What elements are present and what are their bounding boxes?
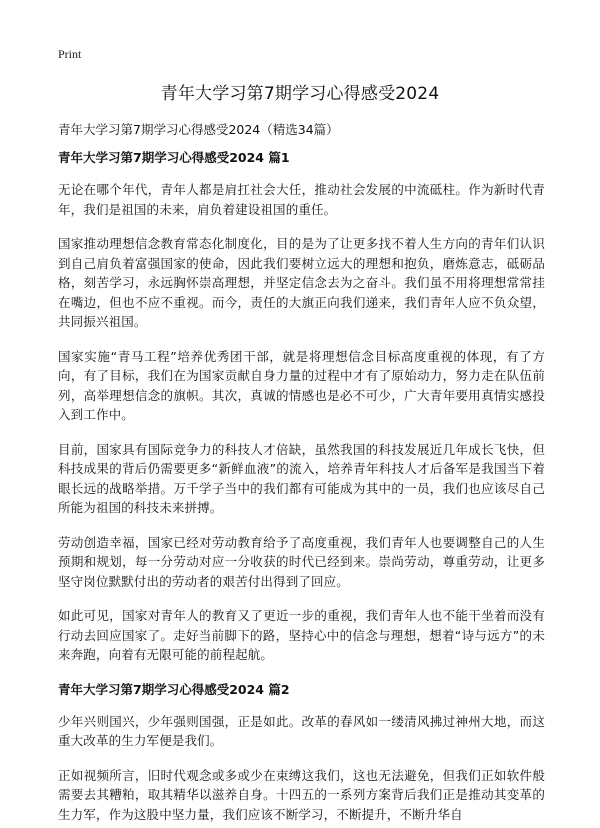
document-subtitle: 青年大学习第7期学习心得感受2024（精选34篇） xyxy=(58,122,339,137)
paragraph: 国家实施“青马工程”培养优秀团干部，就是将理想信念目标高度重视的体现，有了方向，有了目标，我们在为国家贡献自身力量的过程中才有了原始动力，努力走在队伍前列，高举理想信念的旗帜。其次，真诚的情感也是必不可少，广大青年要用真情实感投入到工作中。 xyxy=(58,348,545,422)
article-section xyxy=(58,680,545,825)
paragraph: 如此可见，国家对青年人的教育又了更近一步的重视，我们青年人也不能干坐着而没有行动去回应国家了。走好当前脚下的路，坚持心中的信念与理想，想着“诗与远方”的未来奔跑，向着有无限可能的前程起航。 xyxy=(58,608,545,662)
paragraph: 目前，国家具有国际竞争力的科技人才倍缺，虽然我国的科技发展近几年成长飞快，但科技成果的背后仍需要更多“新鲜血液”的流入，培养青年科技人才后备军是我国当下着眼长远的战略举措。万千学子当中的我们都有可能成为其中的一员，我们也应该尽自己所能为祖国的科技未来拼搏。 xyxy=(58,441,545,515)
paragraph: 少年兴则国兴，少年强则国强，正是如此。改革的春风如一缕清风拂过神州大地，而这重大改革的生力军便是我们。 xyxy=(58,713,545,748)
paragraph: 国家推动理想信念教育常态化制度化，目的是为了让更多找不着人生方向的青年们认识到自己肩负着富强国家的使命，因此我们要树立远大的理想和抱负，磨炼意志，砥砺品格，刻苦学习，永远胸怀崇高理想，并坚定信念去为之奋斗。我们虽不用将理想常常挂在嘴边，但也不应不重视。而今，责任的大旗正向我们递来，我们青年人应不负众望，共同振兴祖国。 xyxy=(58,236,545,329)
paragraph: 正如视频所言，旧时代观念或多或少在束缚这我们，这也无法避免，但我们正如软件般需要去其糟粕，取其精华以滋养自身。十四五的一系列方案背后我们正是推动其变革的生力军，作为这股中坚力量，我们应该不断学习，不断提升，不断升华自 xyxy=(58,767,545,822)
section-heading: 青年大学习第7期学习心得感受2024 篇1 xyxy=(58,150,290,165)
print-label[interactable]: Print xyxy=(58,47,82,61)
article-body xyxy=(58,148,545,828)
section-heading: 青年大学习第7期学习心得感受2024 篇2 xyxy=(58,681,290,697)
paragraph: 无论在哪个年代，青年人都是肩扛社会大任，推动社会发展的中流砥柱。作为新时代青年，我们是祖国的未来，肩负着建设祖国的重任。 xyxy=(58,182,545,217)
paragraph: 劳动创造幸福，国家已经对劳动教育给予了高度重视，我们青年人也要调整自己的人生预期和规划，每一分劳动对应一分收获的时代已经到来。崇尚劳动，尊重劳动，让更多坚守岗位默默付出的劳动者的艰苦付出得到了回应。 xyxy=(58,534,545,589)
page-title: 青年大学习第7期学习心得感受2024 xyxy=(160,84,440,104)
article-section xyxy=(58,148,545,665)
